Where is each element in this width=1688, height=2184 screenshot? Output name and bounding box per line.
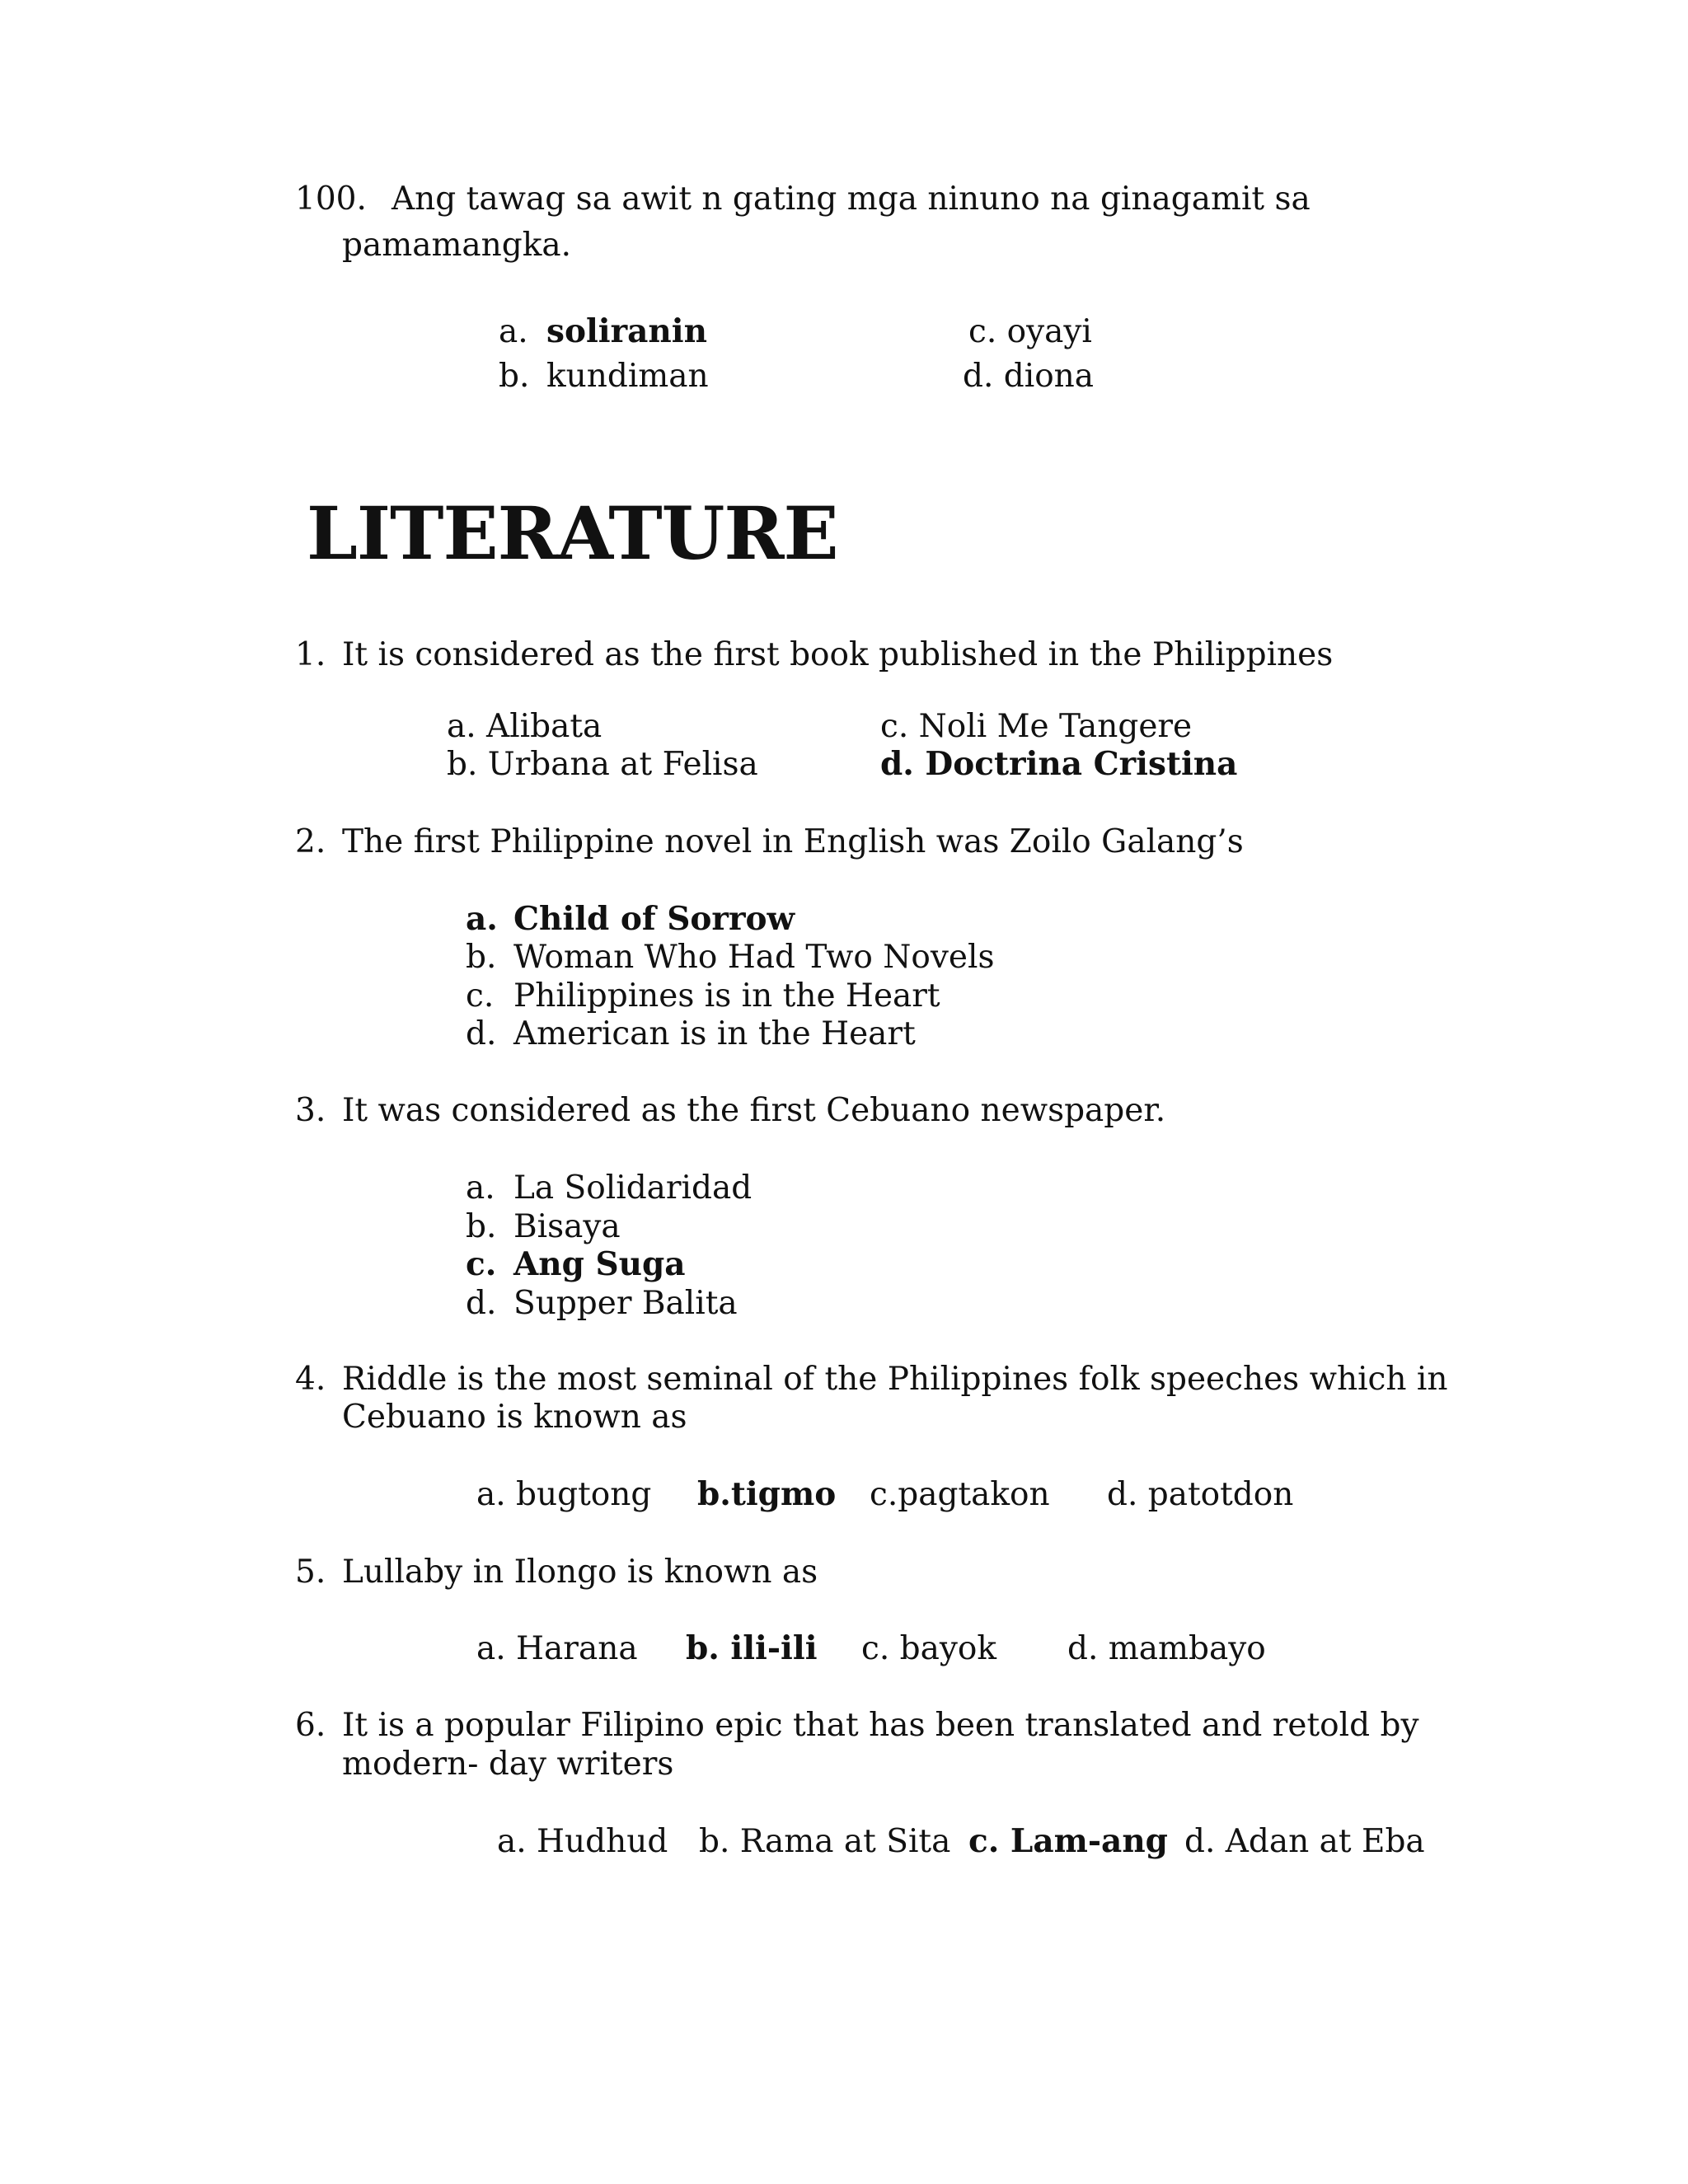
question-number: 2. <box>295 823 326 860</box>
option-text: c. bayok <box>861 1630 996 1667</box>
question-text-line: It is a popular Filipino epic that has been translated and retold by <box>342 1707 1419 1744</box>
option-text: a. Hudhud <box>497 1823 668 1860</box>
option-answer: soliranin <box>546 312 707 350</box>
question-text: It was considered as the first Cebuano newspaper. <box>342 1092 1166 1129</box>
option-text: c.pagtakon <box>870 1476 1050 1513</box>
option-answer: d. Doctrina Cristina <box>880 745 1238 783</box>
option-letter: a. <box>499 313 528 350</box>
question-text: The first Philippine novel in English was Zoilo Galang’s <box>342 823 1244 860</box>
section-title: LITERATURE <box>307 490 838 576</box>
option-text: d. patotdon <box>1107 1476 1294 1513</box>
option-letter: b. <box>499 358 530 395</box>
option-text: American is in the Heart <box>513 1015 916 1052</box>
option-letter: a. <box>466 1169 495 1207</box>
option-letter: c. <box>466 1245 497 1283</box>
option-letter: b. <box>466 1208 497 1245</box>
option-text: Woman Who Had Two Novels <box>513 939 995 976</box>
option-text: Supper Balita <box>513 1285 738 1322</box>
question-number: 6. <box>295 1707 326 1744</box>
option-text: a. bugtong <box>476 1476 652 1513</box>
option-answer: c. Lam-ang <box>968 1822 1168 1860</box>
question-text-line: Riddle is the most seminal of the Philippines folk speeches which in <box>342 1361 1448 1398</box>
option-text: d. Adan at Eba <box>1184 1823 1425 1860</box>
question-text: It is considered as the first book published in the Philippines <box>342 636 1334 673</box>
option-text: kundiman <box>546 358 709 395</box>
option-text: a. Alibata <box>447 708 603 745</box>
option-letter: d. <box>466 1015 497 1052</box>
option-answer: Ang Suga <box>513 1245 686 1283</box>
question-text-line: pamamangka. <box>342 227 572 264</box>
question-text-line: modern- day writers <box>342 1746 674 1783</box>
question-number: 4. <box>295 1361 326 1398</box>
option-letter: c. <box>466 977 495 1015</box>
option-answer: Child of Sorrow <box>513 900 795 938</box>
option-text: c. Noli Me Tangere <box>880 708 1193 745</box>
question-number: 100. <box>295 180 367 218</box>
option-answer: b.tigmo <box>697 1475 837 1513</box>
option-letter: d. <box>466 1285 497 1322</box>
option-letter: b. <box>466 939 497 976</box>
option-text: d. diona <box>963 358 1095 395</box>
option-text: d. mambayo <box>1067 1630 1266 1667</box>
option-text: La Solidaridad <box>513 1169 753 1207</box>
question-number: 5. <box>295 1554 326 1591</box>
option-text: b. Rama at Sita <box>699 1823 951 1860</box>
question-text-line: Ang tawag sa awit n gating mga ninuno na ginagamit sa <box>392 180 1311 218</box>
option-letter: a. <box>466 900 498 938</box>
option-text: a. Harana <box>476 1630 638 1667</box>
question-text: Lullaby in Ilongo is known as <box>342 1554 818 1591</box>
option-answer: b. ili-ili <box>686 1629 818 1667</box>
question-text-line: Cebuano is known as <box>342 1399 687 1436</box>
question-number: 1. <box>295 636 326 673</box>
option-text: Philippines is in the Heart <box>513 977 940 1015</box>
question-number: 3. <box>295 1092 326 1129</box>
option-text: b. Urbana at Felisa <box>447 746 758 783</box>
option-text: Bisaya <box>513 1208 621 1245</box>
option-text: c. oyayi <box>968 313 1092 350</box>
